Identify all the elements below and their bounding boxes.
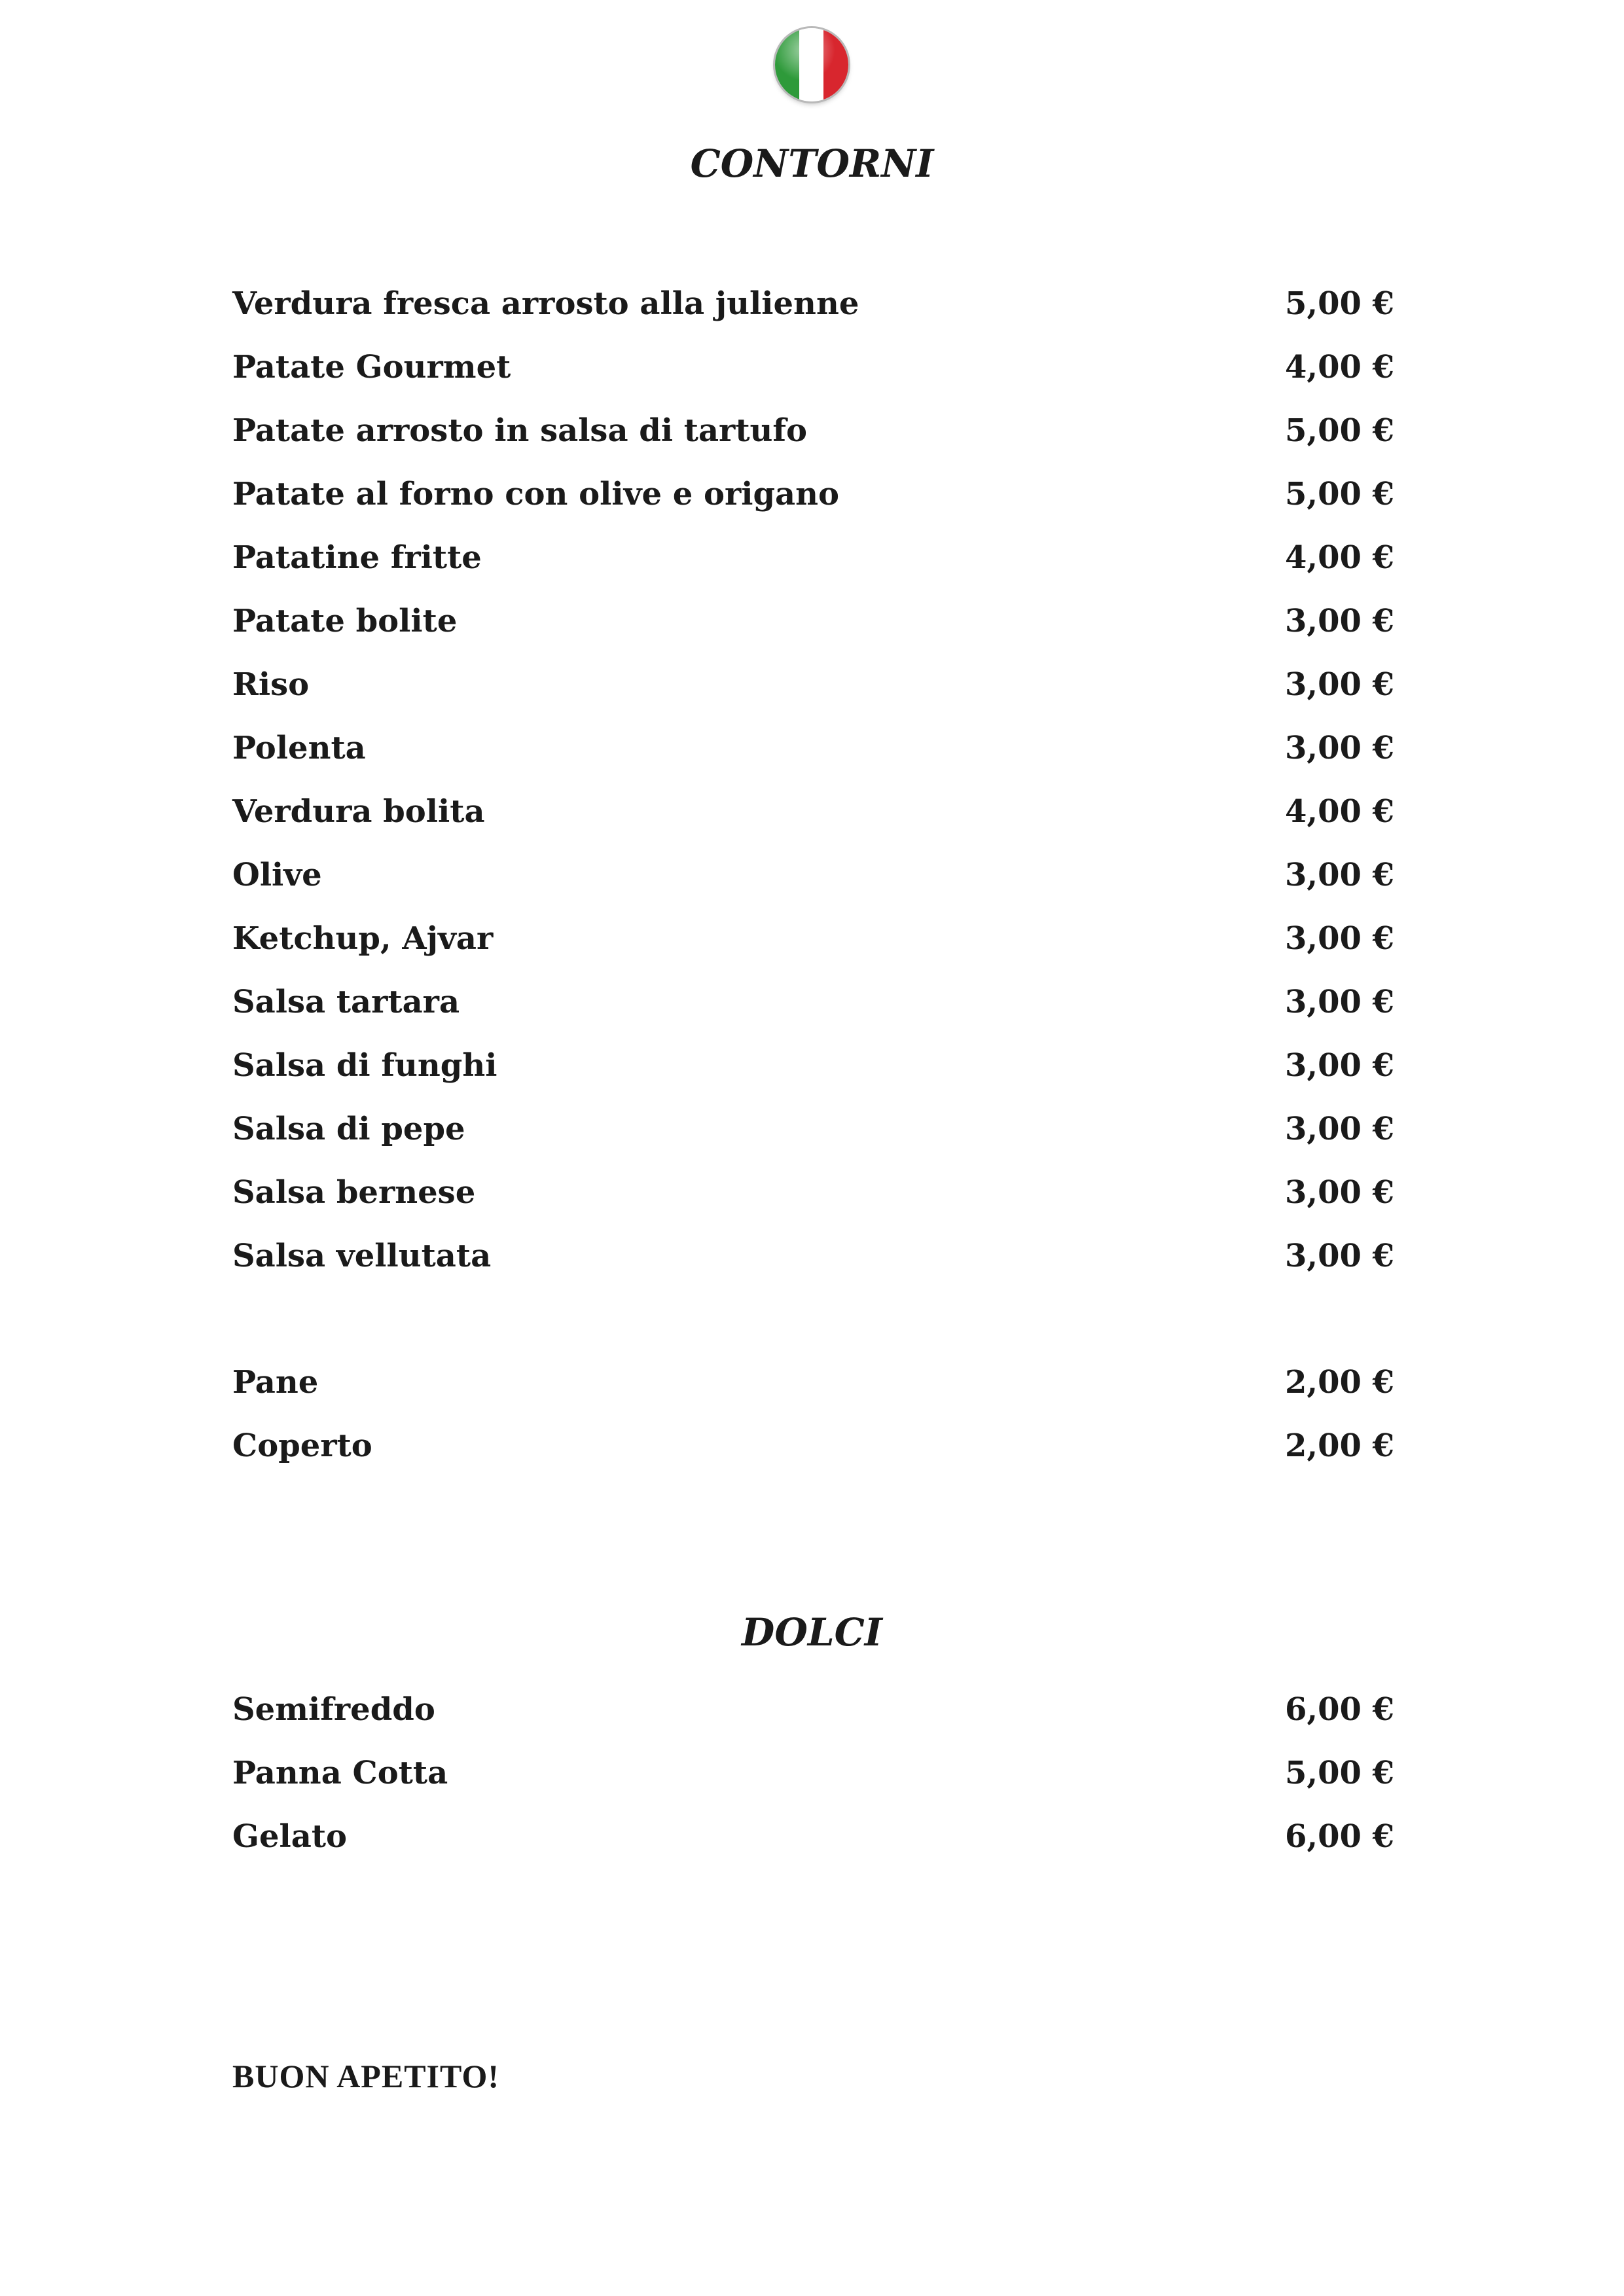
closing-text: BUON APETITO! bbox=[232, 2058, 499, 2094]
menu-item-price: 6,00 € bbox=[1284, 1691, 1394, 1728]
menu-item-price: 3,00 € bbox=[1284, 1237, 1394, 1274]
menu-item-name: Patate arrosto in salsa di tartufo bbox=[232, 412, 808, 449]
menu-item-row bbox=[232, 1160, 1394, 1224]
menu-item-row bbox=[232, 843, 1394, 906]
menu-item-name: Verdura fresca arrosto alla julienne bbox=[232, 285, 859, 322]
menu-item-name: Salsa bernese bbox=[232, 1174, 476, 1211]
menu-item-name: Gelato bbox=[232, 1818, 348, 1855]
menu-item-row bbox=[232, 1033, 1394, 1097]
menu-item-price: 3,00 € bbox=[1284, 920, 1394, 957]
menu-item-price: 5,00 € bbox=[1284, 285, 1394, 322]
menu-item-price: 3,00 € bbox=[1284, 856, 1394, 893]
menu-item-row bbox=[232, 1097, 1394, 1160]
menu-item-name: Salsa vellutata bbox=[232, 1237, 492, 1274]
menu-item-name: Riso bbox=[232, 666, 310, 703]
menu-item-name: Salsa di funghi bbox=[232, 1047, 497, 1084]
menu-item-row bbox=[232, 399, 1394, 462]
menu-item-row bbox=[232, 1677, 1394, 1741]
menu-item-price: 5,00 € bbox=[1284, 412, 1394, 449]
menu-item-name: Panna Cotta bbox=[232, 1754, 448, 1791]
menu-item-price: 6,00 € bbox=[1284, 1818, 1394, 1855]
menu-item-row bbox=[232, 589, 1394, 653]
menu-item-price: 3,00 € bbox=[1284, 666, 1394, 703]
menu-item-name: Olive bbox=[232, 856, 322, 893]
dolci-list bbox=[232, 1677, 1394, 1868]
menu-item-row bbox=[232, 906, 1394, 970]
menu-item-name: Verdura bolita bbox=[232, 793, 485, 830]
menu-item-price: 2,00 € bbox=[1284, 1427, 1394, 1464]
extras-list bbox=[232, 1350, 1394, 1477]
menu-item-row bbox=[232, 526, 1394, 589]
menu-item-price: 3,00 € bbox=[1284, 1047, 1394, 1084]
menu-item-row bbox=[232, 716, 1394, 780]
menu-item-name: Patate al forno con olive e origano bbox=[232, 475, 840, 512]
menu-item-price: 3,00 € bbox=[1284, 729, 1394, 766]
menu-item-row bbox=[232, 1350, 1394, 1414]
menu-item-row bbox=[232, 462, 1394, 526]
menu-item-row bbox=[232, 1804, 1394, 1868]
section-title-dolci: DOLCI bbox=[742, 1610, 882, 1655]
menu-item-row bbox=[232, 272, 1394, 335]
menu-item-price: 4,00 € bbox=[1284, 793, 1394, 830]
menu-item-name: Ketchup, Ajvar bbox=[232, 920, 494, 957]
menu-item-price: 2,00 € bbox=[1284, 1363, 1394, 1401]
menu-item-name: Coperto bbox=[232, 1427, 372, 1464]
menu-item-price: 3,00 € bbox=[1284, 1174, 1394, 1211]
menu-item-row bbox=[232, 970, 1394, 1033]
menu-item-price: 3,00 € bbox=[1284, 1110, 1394, 1147]
menu-item-price: 4,00 € bbox=[1284, 348, 1394, 386]
menu-item-row bbox=[232, 1741, 1394, 1804]
menu-item-price: 4,00 € bbox=[1284, 539, 1394, 576]
menu-item-price: 3,00 € bbox=[1284, 983, 1394, 1020]
menu-item-name: Patatine fritte bbox=[232, 539, 482, 576]
menu-item-name: Patate bolite bbox=[232, 602, 458, 639]
menu-item-name: Patate Gourmet bbox=[232, 348, 511, 386]
menu-item-name: Semifreddo bbox=[232, 1691, 435, 1728]
menu-item-name: Salsa tartara bbox=[232, 983, 460, 1020]
menu-item-row bbox=[232, 1414, 1394, 1477]
section-title-contorni: CONTORNI bbox=[690, 141, 934, 186]
menu-item-price: 5,00 € bbox=[1284, 475, 1394, 512]
contorni-list bbox=[232, 272, 1394, 1287]
menu-item-row bbox=[232, 653, 1394, 716]
menu-item-price: 3,00 € bbox=[1284, 602, 1394, 639]
menu-item-name: Polenta bbox=[232, 729, 366, 766]
menu-item-price: 5,00 € bbox=[1284, 1754, 1394, 1791]
menu-item-row bbox=[232, 335, 1394, 399]
menu-item-name: Pane bbox=[232, 1363, 319, 1401]
italian-flag-icon bbox=[775, 28, 848, 101]
menu-item-row bbox=[232, 1224, 1394, 1287]
italian-flag-graphic bbox=[775, 28, 848, 101]
menu-item-row bbox=[232, 780, 1394, 843]
menu-item-name: Salsa di pepe bbox=[232, 1110, 465, 1147]
